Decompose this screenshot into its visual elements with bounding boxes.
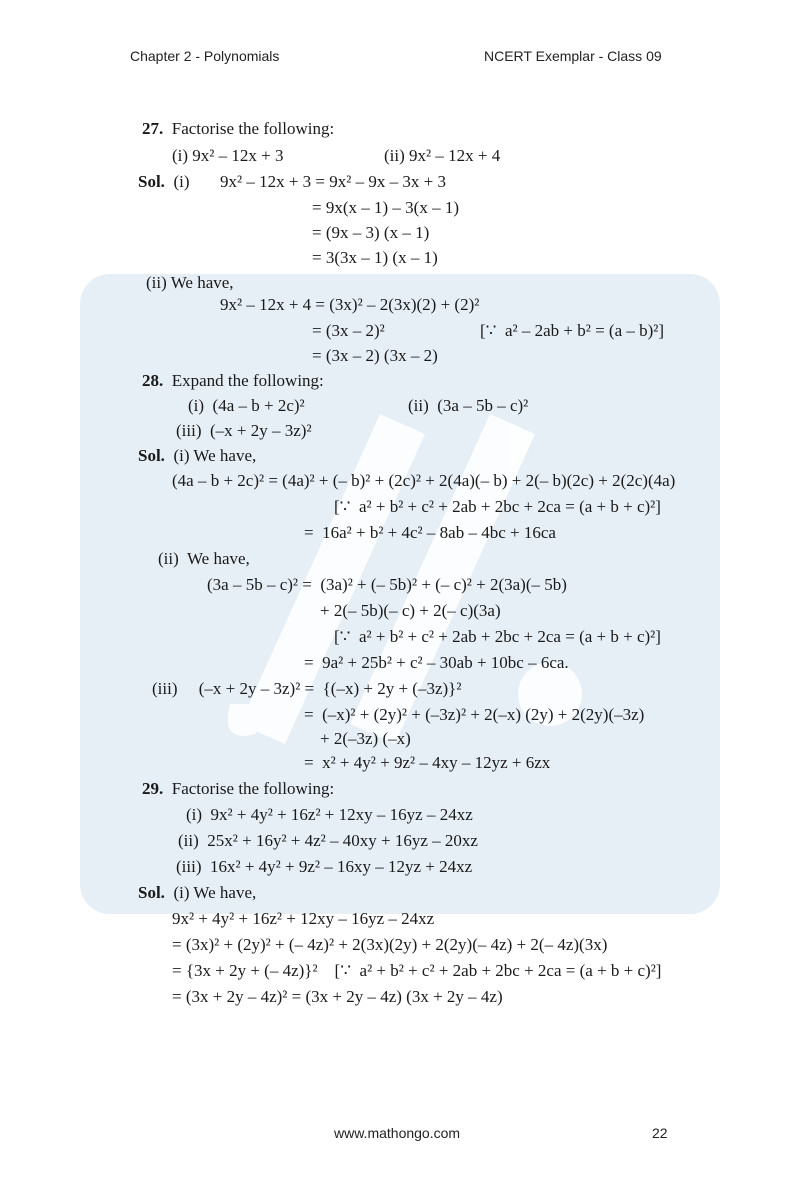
header-book: NCERT Exemplar - Class 09 (484, 48, 662, 64)
q28-title (142, 370, 324, 392)
line-text: 9x² – 12x + 4 = (3x)² – 2(3x)(2) + (2)² (220, 295, 480, 314)
q28-iii-step-2 (304, 704, 644, 726)
line-text: [∵ a² + b² + c² + 2ab + 2bc + 2ca = (a + b + c)²] (334, 497, 661, 516)
bold-label: 27. (142, 119, 164, 138)
q28-iii-step-1 (152, 678, 461, 700)
line-text: (iii) 16x² + 4y² + 9z² – 16xy – 12yz + 24xz (176, 857, 473, 876)
q28-solution-label (138, 445, 256, 467)
line-text: (ii) We have, (146, 273, 234, 292)
line-text: 9x² – 12x + 3 = 9x² – 9x – 3x + 3 (220, 172, 446, 191)
line-text: (ii) 9x² – 12x + 4 (384, 146, 501, 165)
line-text: = 16a² + b² + 4c² – 8ab – 4bc + 16ca (304, 523, 556, 542)
line-text: = (3x)² + (2y)² + (– 4z)² + 2(3x)(2y) + 2(2y)(– 4z) + 2(– 4z)(3x) (172, 935, 608, 954)
q29-step-2 (172, 934, 607, 956)
line-text: = (9x – 3) (x – 1) (312, 223, 430, 242)
line-text: = 9x(x – 1) – 3(x – 1) (312, 198, 459, 217)
bold-label: 28. (142, 371, 164, 390)
q28-identity-2 (334, 626, 661, 648)
line-text: = {3x + 2y + (– 4z)}² [∵ a² + b² + c² + 2ab + 2bc + 2ca = (a + b + c)²] (172, 961, 662, 980)
line-text: (i) We have, (164, 446, 257, 465)
q27-step-2 (312, 197, 459, 219)
q29-step-3 (172, 960, 661, 982)
line-text: (ii) 25x² + 16y² + 4z² – 40xy + 16yz – 20xz (178, 831, 478, 850)
line-text: (i) 9x² + 4y² + 16z² + 12xy – 16yz – 24xz (186, 805, 473, 824)
q28-part-i (188, 395, 305, 417)
q27-ii-step-3 (312, 345, 438, 367)
bold-label: Sol. (138, 446, 165, 465)
line-text: 9x² + 4y² + 16z² + 12xy – 16yz – 24xz (172, 909, 435, 928)
header-chapter: Chapter 2 - Polynomials (130, 48, 280, 64)
line-text: (iii) (–x + 2y – 3z)² (176, 421, 312, 440)
line-text: = (–x)² + (2y)² + (–3z)² + 2(–x) (2y) + 2(2y)(–3z) (304, 705, 645, 724)
q27-ii-step-1 (220, 294, 479, 316)
bold-label: Sol. (138, 172, 165, 191)
line-text: = 3(3x – 1) (x – 1) (312, 248, 438, 267)
q29-step-4 (172, 986, 503, 1008)
q28-part-iii (176, 420, 312, 442)
line-text: = (3x + 2y – 4z)² = (3x + 2y – 4z) (3x + 2y – 4z) (172, 987, 503, 1006)
q29-solution-label (138, 882, 256, 904)
q27-ii-identity (480, 320, 664, 342)
bold-label: Sol. (138, 883, 165, 902)
q28-ii-step-2 (320, 600, 501, 622)
q28-step-1 (172, 470, 675, 492)
line-text: Factorise the following: (163, 779, 335, 798)
q28-part-ii (408, 395, 528, 417)
line-text: (i) (4a – b + 2c)² (188, 396, 305, 415)
line-text: [∵ a² – 2ab + b² = (a – b)²] (480, 321, 665, 340)
q29-part-ii (178, 830, 478, 852)
bold-label: 29. (142, 779, 164, 798)
line-text: (i) 9x² – 12x + 3 (172, 146, 284, 165)
line-text: (i) We have, (164, 883, 257, 902)
line-text: Factorise the following: (163, 119, 335, 138)
q29-part-i (186, 804, 473, 826)
q28-ii-step-1 (207, 574, 567, 596)
line-text: (ii) (3a – 5b – c)² (408, 396, 529, 415)
footer-url: www.mathongo.com (334, 1125, 461, 1141)
q27-step-4 (312, 247, 438, 269)
line-text: (3a – 5b – c)² = (3a)² + (– 5b)² + (– c)² + 2(3a)(– 5b) (207, 575, 567, 594)
line-text: (iii) (–x + 2y – 3z)² = {(–x) + 2y + (–3z)}² (152, 679, 462, 698)
q27-solution-label (138, 171, 189, 193)
q29-part-iii (176, 856, 472, 878)
q28-ii-intro (158, 548, 250, 570)
q27-ii-step-2 (312, 320, 385, 342)
line-text: (i) (164, 172, 190, 191)
q28-step-2 (304, 522, 556, 544)
q29-step-1 (172, 908, 434, 930)
line-text: + 2(– 5b)(– c) + 2(– c)(3a) (320, 601, 501, 620)
page-number: 22 (652, 1125, 668, 1141)
line-text: + 2(–3z) (–x) (320, 729, 411, 748)
line-text: = 9a² + 25b² + c² – 30ab + 10bc – 6ca. (304, 653, 569, 672)
line-text: = (3x – 2) (3x – 2) (312, 346, 438, 365)
line-text: Expand the following: (163, 371, 324, 390)
q27-step-3 (312, 222, 429, 244)
line-text: [∵ a² + b² + c² + 2ab + 2bc + 2ca = (a + b + c)²] (334, 627, 661, 646)
line-text: (4a – b + 2c)² = (4a)² + (– b)² + (2c)² + 2(4a)(– b) + 2(– b)(2c) + 2(2c)(4a) (172, 471, 676, 490)
q28-iii-step-3 (320, 728, 411, 750)
q27-title (142, 118, 334, 140)
line-text: (ii) We have, (158, 549, 250, 568)
line-text: = (3x – 2)² (312, 321, 385, 340)
q28-identity-1 (334, 496, 661, 518)
q27-part-ii (384, 145, 500, 167)
line-text: = x² + 4y² + 9z² – 4xy – 12yz + 6zx (304, 753, 551, 772)
q28-ii-step-3 (304, 652, 569, 674)
q29-title (142, 778, 334, 800)
q27-part-i (172, 145, 283, 167)
q27-ii-intro (146, 272, 234, 294)
q28-iii-step-4 (304, 752, 550, 774)
q27-step-1 (220, 171, 446, 193)
